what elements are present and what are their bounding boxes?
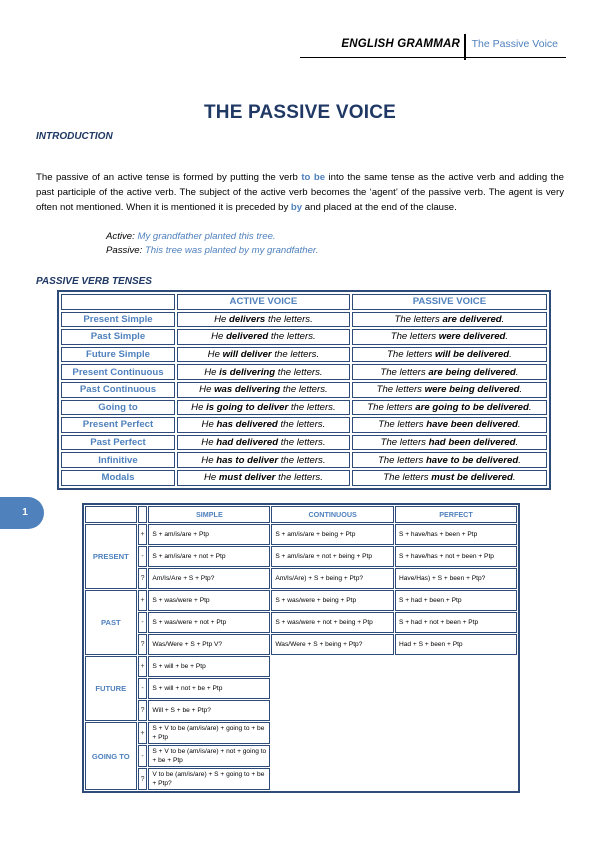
sign-cell: ? xyxy=(138,634,148,655)
passive-text: The letters xyxy=(367,401,416,413)
passive-example xyxy=(352,347,547,363)
intro-highlight-by: by xyxy=(290,202,303,213)
passive-example xyxy=(352,452,547,468)
tenses-heading: PASSIVE VERB TENSES xyxy=(36,276,152,287)
active-example xyxy=(177,417,350,433)
tense-name: Going to xyxy=(61,400,175,416)
formula-row xyxy=(85,656,517,677)
empty-cell xyxy=(395,700,517,721)
passive-text: . xyxy=(518,454,521,466)
formula-row xyxy=(85,634,517,655)
active-example xyxy=(177,347,350,363)
empty-cell xyxy=(395,722,517,744)
header-passive-voice: PASSIVE VOICE xyxy=(352,294,547,310)
formula-cell: S + am/is/are + not + Ptp xyxy=(148,546,270,567)
active-verb: was delivering xyxy=(214,384,281,396)
active-text: the letters. xyxy=(275,472,323,484)
active-text: the letters. xyxy=(280,384,328,396)
formula-row xyxy=(85,678,517,699)
sign-cell: ? xyxy=(138,700,148,721)
formula-cell: Was/Were + S + Ptp V? xyxy=(148,634,270,655)
tense-name: Present Continuous xyxy=(61,364,175,380)
passive-verb: will be delivered xyxy=(435,349,510,361)
passive-text: The letters xyxy=(377,454,426,466)
sign-cell: - xyxy=(138,678,148,699)
tense-row xyxy=(61,400,547,416)
passive-text: The letters xyxy=(380,437,429,449)
empty-cell xyxy=(395,656,517,677)
active-text: He xyxy=(201,437,217,449)
active-text: He xyxy=(207,349,223,361)
passive-verb: had been delivered xyxy=(428,437,516,449)
formula-cell: S + was/were + not + Ptp xyxy=(148,612,270,633)
sign-cell: + xyxy=(138,590,148,611)
header-rule xyxy=(300,57,566,58)
active-verb: had delivered xyxy=(216,437,279,449)
tense-row xyxy=(61,347,547,363)
active-example xyxy=(177,382,350,398)
active-text: the letters. xyxy=(278,454,326,466)
intro-paragraph xyxy=(36,170,564,215)
passive-verb: are going to be delivered xyxy=(415,401,529,413)
passive-verb: must be delivered xyxy=(431,472,513,484)
active-text: the letters. xyxy=(278,437,326,449)
active-text: He xyxy=(211,331,227,343)
formula-cell: S + have/has + not + been + Ptp xyxy=(395,546,517,567)
passive-example xyxy=(352,400,547,416)
formula-cell: S + was/were + Ptp xyxy=(148,590,270,611)
sign-cell: ? xyxy=(138,568,148,589)
tense-row xyxy=(61,364,547,380)
active-text: He xyxy=(214,313,229,325)
sign-cell: + xyxy=(138,722,148,744)
empty-cell xyxy=(271,745,394,767)
example-passive-text: This tree was planted by my grandfather. xyxy=(144,245,319,256)
formula-row xyxy=(85,700,517,721)
passive-text: . xyxy=(519,384,523,396)
passive-text: The letters xyxy=(383,472,432,484)
formula-cell: S + was/were + not + being + Ptp xyxy=(271,612,394,633)
formula-row xyxy=(85,590,517,611)
formula-cell: S + am/is/are + not + being + Ptp xyxy=(271,546,394,567)
active-text: He xyxy=(191,401,207,413)
active-verb: delivered xyxy=(226,331,269,343)
header-continuous: CONTINUOUS xyxy=(271,506,394,523)
active-text: the letters. xyxy=(271,349,320,361)
formula-cell: S + have/has + been + Ptp xyxy=(395,524,517,545)
page-number-badge: 1 xyxy=(0,497,44,529)
active-example xyxy=(177,452,350,468)
formula-cell: S + will + be + Ptp xyxy=(148,656,270,677)
header-simple: SIMPLE xyxy=(148,506,270,523)
formula-header-blank xyxy=(85,506,137,523)
active-text: He xyxy=(204,366,220,378)
formula-header-sign-blank xyxy=(138,506,148,523)
passive-verb: are delivered xyxy=(442,313,502,325)
tenses-header-blank xyxy=(61,294,175,310)
active-verb: delivers xyxy=(229,313,266,325)
formula-cell: V to be (am/is/are) + S + going to + be + Ptp? xyxy=(148,768,270,790)
group-label: FUTURE xyxy=(85,656,137,721)
active-text: the letters. xyxy=(265,313,313,325)
empty-cell xyxy=(395,678,517,699)
formula-header-row xyxy=(85,506,517,523)
formula-cell: Had + S + been + Ptp xyxy=(395,634,517,655)
passive-verb: have been delivered xyxy=(426,419,518,431)
formula-row xyxy=(85,768,517,790)
intro-text-3: and placed at the end of the clause. xyxy=(302,202,457,213)
sign-cell: - xyxy=(138,612,148,633)
passive-text: The letters xyxy=(376,384,425,396)
formula-row xyxy=(85,524,517,545)
tense-name: Present Perfect xyxy=(61,417,175,433)
empty-cell xyxy=(271,722,394,744)
sign-cell: - xyxy=(138,745,148,767)
tense-name: Future Simple xyxy=(61,347,175,363)
example-active-label: Active: xyxy=(106,231,135,242)
active-text: the letters. xyxy=(275,366,323,378)
active-text: the letters. xyxy=(277,419,326,431)
page-title: THE PASSIVE VOICE xyxy=(203,102,397,123)
tense-row xyxy=(61,417,547,433)
active-verb: is going to deliver xyxy=(206,401,289,413)
tense-row xyxy=(61,382,547,398)
passive-example xyxy=(352,312,547,328)
sign-cell: + xyxy=(138,524,148,545)
formula-row xyxy=(85,546,517,567)
empty-cell xyxy=(271,678,394,699)
empty-cell xyxy=(395,745,517,767)
formula-row xyxy=(85,722,517,744)
passive-verb: are being delivered xyxy=(428,366,516,378)
passive-text: . xyxy=(512,472,516,484)
formula-cell: S + V to be (am/is/are) + going to + be + Ptp xyxy=(148,722,270,744)
passive-example xyxy=(352,382,547,398)
formula-cell: Will + S + be + Ptp? xyxy=(148,700,270,721)
active-text: the letters. xyxy=(288,401,336,413)
tense-row xyxy=(61,452,547,468)
active-example xyxy=(177,435,350,451)
tenses-header-row xyxy=(61,294,547,310)
tense-name: Present Simple xyxy=(61,312,175,328)
tense-formula-table xyxy=(82,503,520,793)
group-label: PAST xyxy=(85,590,137,655)
formula-cell: S + am/is/are + Ptp xyxy=(148,524,270,545)
tense-row xyxy=(61,329,547,345)
header-right-title: The Passive Voice xyxy=(471,38,558,50)
passive-example xyxy=(352,435,547,451)
active-verb: must deliver xyxy=(218,472,276,484)
passive-text: . xyxy=(515,366,519,378)
intro-highlight-to-be: to be xyxy=(301,172,326,183)
formula-cell: Was/Were + S + being + Ptp? xyxy=(271,634,394,655)
formula-row xyxy=(85,745,517,767)
passive-text: . xyxy=(509,349,512,361)
formula-cell: S + am/is/are + being + Ptp xyxy=(271,524,394,545)
active-example xyxy=(177,470,350,486)
group-label: PRESENT xyxy=(85,524,137,589)
active-text: He xyxy=(201,454,217,466)
sign-cell: ? xyxy=(138,768,148,790)
passive-text: . xyxy=(517,419,521,431)
passive-text: . xyxy=(505,331,509,343)
passive-text: . xyxy=(528,401,532,413)
empty-cell xyxy=(271,656,394,677)
passive-text: The letters xyxy=(390,331,439,343)
example-passive xyxy=(106,245,318,256)
intro-text-2: into the same tense as the active verb and adding the past participle of the active verb. The subject of the active verb becomes the ‘agent’ of the passive verb. The agent is very often not mentioned. When it is mentioned it is preceded by xyxy=(36,172,564,213)
header-perfect: PERFECT xyxy=(395,506,517,523)
example-passive-label: Passive: xyxy=(106,245,143,256)
passive-verb: have to be delivered xyxy=(425,454,519,466)
active-text: He xyxy=(201,419,217,431)
passive-example xyxy=(352,364,547,380)
empty-cell xyxy=(271,768,394,790)
active-text: the letters. xyxy=(268,331,316,343)
passive-text: . xyxy=(501,313,505,325)
formula-row xyxy=(85,568,517,589)
introduction-heading: INTRODUCTION xyxy=(36,131,113,142)
formula-cell: S + will + not + be + Ptp xyxy=(148,678,270,699)
active-example xyxy=(177,329,350,345)
passive-text: The letters xyxy=(394,313,443,325)
formula-cell: S + had + been + Ptp xyxy=(395,590,517,611)
example-active xyxy=(106,231,276,242)
tense-name: Past Simple xyxy=(61,329,175,345)
intro-text-1: The passive of an active tense is formed by putting the verb xyxy=(36,172,302,183)
passive-example xyxy=(352,470,547,486)
tense-row xyxy=(61,435,547,451)
tense-row xyxy=(61,312,547,328)
formula-cell: Am/Is/Are) + S + being + Ptp? xyxy=(271,568,394,589)
group-label: GOING TO xyxy=(85,722,137,790)
formula-cell: S + had + not + been + Ptp xyxy=(395,612,517,633)
active-example xyxy=(177,400,350,416)
passive-verb: were being delivered xyxy=(424,384,520,396)
passive-text: The letters xyxy=(378,419,427,431)
sign-cell: + xyxy=(138,656,148,677)
active-example xyxy=(177,364,350,380)
active-text: He xyxy=(203,472,219,484)
header-active-voice: ACTIVE VOICE xyxy=(177,294,350,310)
active-verb: will deliver xyxy=(222,349,272,361)
formula-cell: S + was/were + being + Ptp xyxy=(271,590,394,611)
passive-example xyxy=(352,329,547,345)
active-example xyxy=(177,312,350,328)
example-active-text: My grandfather planted this tree. xyxy=(137,231,276,242)
page-header xyxy=(300,36,566,58)
passive-tenses-table xyxy=(57,290,551,490)
passive-text: . xyxy=(515,437,519,449)
formula-cell: Have/Has) + S + been + Ptp? xyxy=(395,568,517,589)
passive-example xyxy=(352,417,547,433)
header-left-title: ENGLISH GRAMMAR xyxy=(341,38,460,50)
active-verb: is delivering xyxy=(219,366,276,378)
active-text: He xyxy=(199,384,215,396)
tense-name: Infinitive xyxy=(61,452,175,468)
empty-cell xyxy=(271,700,394,721)
passive-text: The letters xyxy=(380,366,429,378)
formula-cell: Am/Is/Are + S + Ptp? xyxy=(148,568,270,589)
active-verb: has to deliver xyxy=(216,454,279,466)
formula-row xyxy=(85,612,517,633)
passive-text: The letters xyxy=(387,349,435,361)
tense-row xyxy=(61,470,547,486)
sign-cell: - xyxy=(138,546,148,567)
empty-cell xyxy=(395,768,517,790)
tense-name: Past Perfect xyxy=(61,435,175,451)
formula-cell: S + V to be (am/is/are) + not + going to + be + Ptp xyxy=(148,745,270,767)
tense-name: Past Continuous xyxy=(61,382,175,398)
passive-verb: were delivered xyxy=(438,331,506,343)
tense-name: Modals xyxy=(61,470,175,486)
active-verb: has delivered xyxy=(216,419,278,431)
